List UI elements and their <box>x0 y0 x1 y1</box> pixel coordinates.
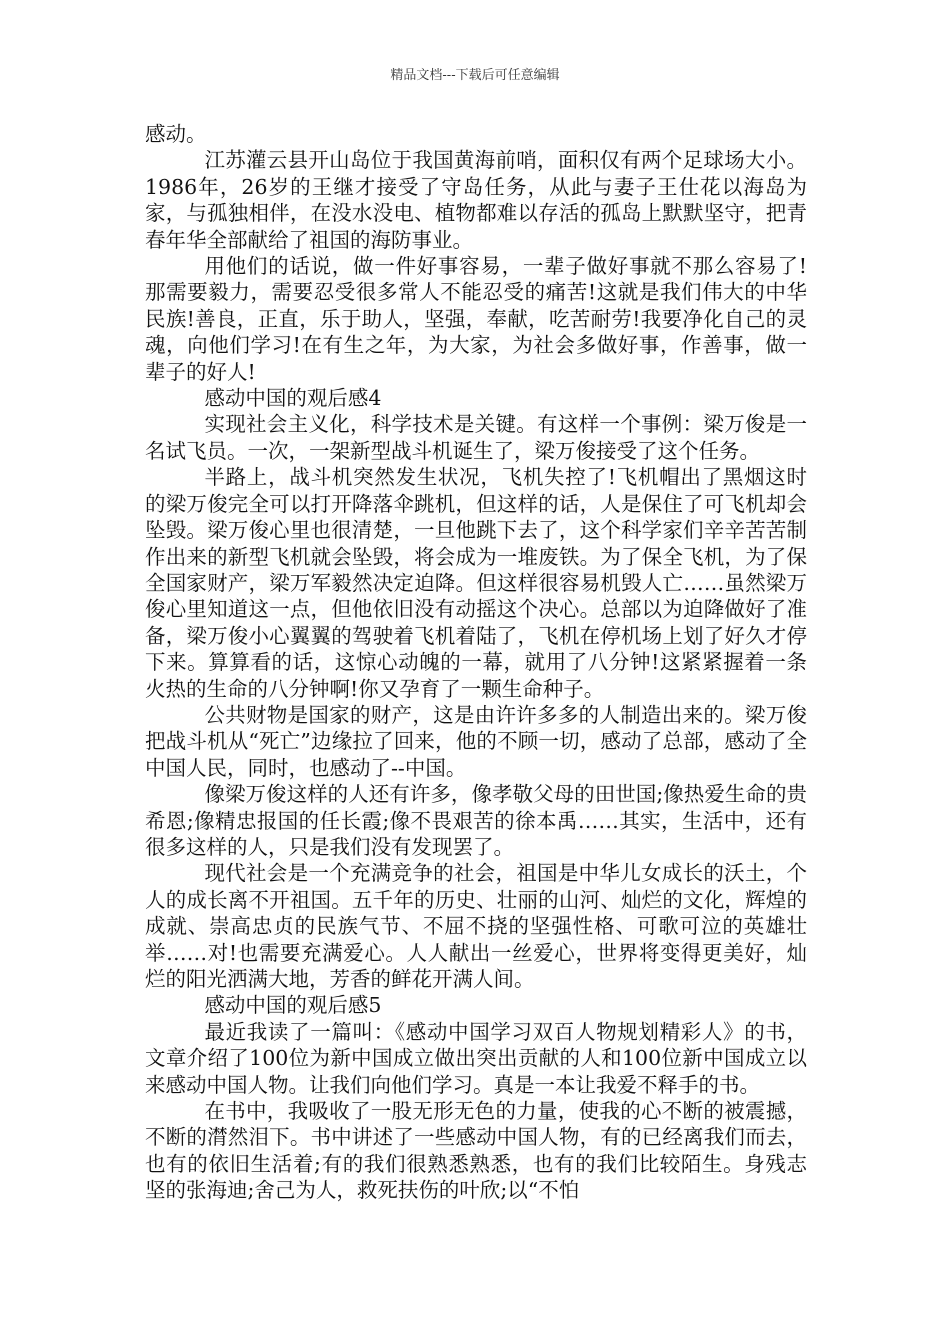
paragraph: 感动。 <box>145 122 207 146</box>
paragraph: 用他们的话说，做一件好事容易，一辈子做好事就不那么容易了!那需要毅力，需要忍受很多常人不能忍受的痛苦!这就是我们伟大的中华民族!善良，正直，乐于助人，坚强，奉献，吃苦耐劳!我要净化自己的灵魂，向他们学习!在有生之年，为大家，为社会多做好事，作善事，做一辈子的好人! <box>145 254 807 384</box>
paragraph: 像梁万俊这样的人还有许多，像孝敬父母的田世国;像热爱生命的贵希恩;像精忠报国的任长霞;像不畏艰苦的徐本禹……其实，生活中，还有很多这样的人，只是我们没有发现罢了。 <box>145 782 807 859</box>
paragraph: 半路上，战斗机突然发生状况，飞机失控了!飞机帽出了黑烟这时的梁万俊完全可以打开降落伞跳机，但这样的话，人是保住了可飞机却会坠毁。梁万俊心里也很清楚，一旦他跳下去了，这个科学家们辛辛苦苦制作出来的新型飞机就会坠毁，将会成为一堆废铁。为了保全飞机，为了保全国家财产，梁万军毅然决定迫降。但这样很容易机毁人亡……虽然梁万俊心里知道这一点，但他依旧没有动摇这个决心。总部以为迫降做好了准备，梁万俊小心翼翼的驾驶着飞机着陆了，飞机在停机场上划了好久才停下来。算算看的话，这惊心动魄的一幕，就用了八分钟!这紧紧握着一条火热的生命的八分钟啊!你又孕育了一颗生命种子。 <box>145 465 807 701</box>
paragraph: 公共财物是国家的财产，这是由许许多多的人制造出来的。梁万俊把战斗机从“死亡”边缘拉了回来，他的不顾一切，感动了总部，感动了全中国人民，同时，也感动了--中国。 <box>145 702 807 780</box>
document-body <box>145 121 807 1204</box>
paragraph: 在书中，我吸收了一股无形无色的力量，使我的心不断的被震撼，不断的潸然泪下。书中讲述了一些感动中国人物，有的已经离我们而去，也有的依旧生活着;有的我们很熟悉熟悉，也有的我们比较陌生。身残志坚的张海迪;舍己为人，救死扶伤的叶欣;以“不怕 <box>145 1099 807 1203</box>
page-header: 精品文档---下载后可任意编辑 <box>390 68 560 83</box>
paragraph: 最近我读了一篇叫：《感动中国学习双百人物规划精彩人》的书，文章介绍了100位为新中国成立做出突出贡献的人和100位新中国成立以来感动中国人物。让我们向他们学习。真是一本让我爱不释手的书。 <box>145 1019 807 1097</box>
section-heading: 感动中国的观后感4 <box>204 386 382 411</box>
section-heading: 感动中国的观后感5 <box>204 993 382 1018</box>
paragraph: 实现社会主义化，科学技术是关键。有这样一个事例：梁万俊是一名试飞员。一次，一架新型战斗机诞生了，梁万俊接受了这个任务。 <box>145 412 807 463</box>
paragraph: 现代社会是一个充满竞争的社会，祖国是中华儿女成长的沃土，个人的成长离不开祖国。五千年的历史、壮丽的山河、灿烂的文化，辉煌的成就、崇高忠贞的民族气节、不屈不挠的坚强性格、可歌可泣的英雄壮举……对!也需要充满爱心。人人献出一丝爱心，世界将变得更美好，灿烂的阳光洒满大地，芳香的鲜花开满人间。 <box>145 861 807 991</box>
paragraph: 江苏灌云县开山岛位于我国黄海前哨，面积仅有两个足球场大小。1986年，26岁的王继才接受了守岛任务，从此与妻子王仕花以海岛为家，与孤独相伴，在没水没电、植物都难以存活的孤岛上默默坚守，把青春年华全部献给了祖国的海防事业。 <box>145 148 807 252</box>
